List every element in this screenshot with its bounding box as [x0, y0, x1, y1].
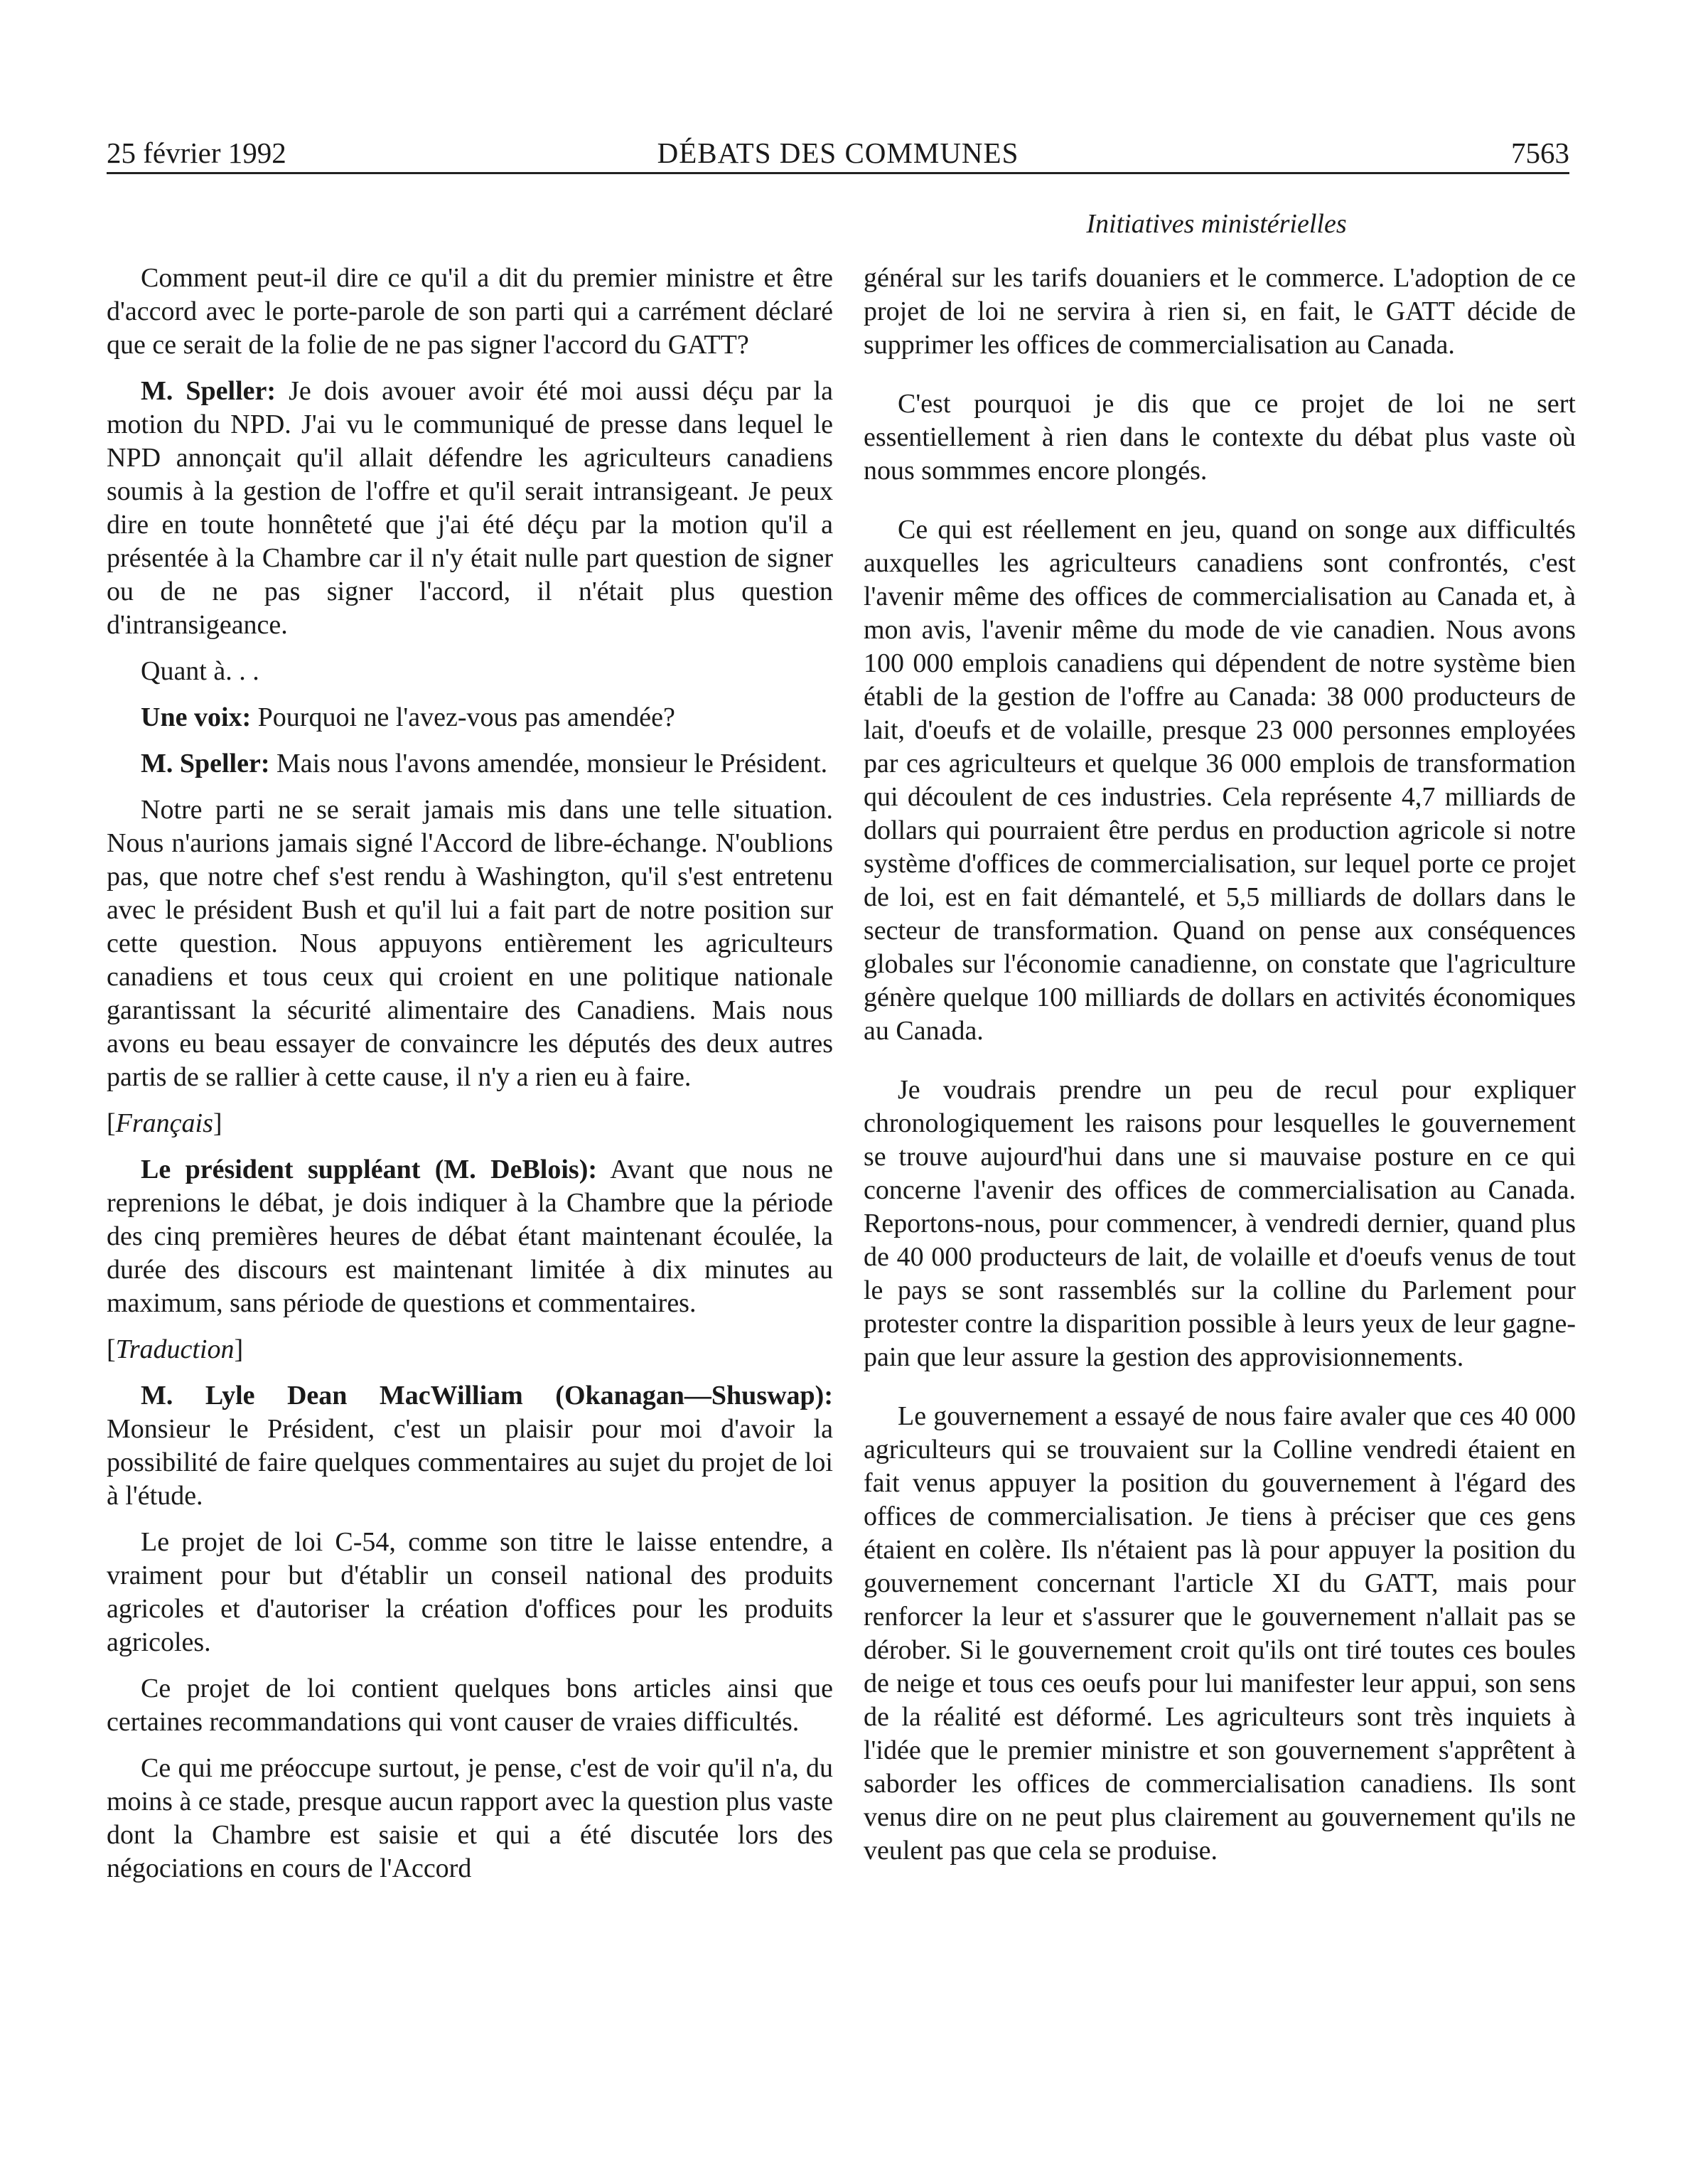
paragraph: Je voudrais prendre un peu de recul pour expliquer chronologiquement les raisons pour lesquelles le gouvernement se trouve aujourd'hui dans une si mauvaise posture en ce qui concerne l'avenir des offices de commercialisation au Canada. Reportons-nous, pour commencer, à vendredi dernier, quand plus de 40 000 producteurs de lait, de volaille et d'oeufs venus de tout le pays se sont rassemblés sur la colline du Parlement pour protester contre la disparition possible à leurs yeux de leur gagne-pain que leur assure la gestion des approvisionnements. [864, 1075, 1576, 1372]
right-column [864, 262, 1576, 1893]
paragraph: Le gouvernement a essayé de nous faire avaler que ces 40 000 agriculteurs qui se trouvaient sur la Colline vendredi étaient en fait venus appuyer la position du gouvernement à l'égard des offices de commercialisation. Je tiens à préciser que ces gens étaient en colère. Ils n'étaient pas là pour appuyer la position du gouvernement concernant l'article XI du GATT, mais pour renforcer la leur et s'assurer que le gouvernement n'allait pas se dérober. Si le gouvernement croit qu'ils ont tiré toutes ces boules de neige et tous ces oeufs pour lui manifester leur appui, son sens de la réalité est déformé. Les agriculteurs sont très inquiets à l'idée que le premier ministre et son gouvernement s'apprêtent à saborder les offices de commercialisation canadiens. Ils sont venus dire on ne peut plus clairement au gouvernement qu'ils ne veulent pas que cela se produise. [864, 1401, 1576, 1866]
speaker-name: Une voix: [141, 702, 252, 732]
paragraph [107, 1153, 833, 1320]
paragraph [107, 747, 833, 781]
paragraph [107, 701, 833, 734]
speaker-name: Le président suppléant (M. DeBlois): [141, 1155, 598, 1184]
paragraph [107, 375, 833, 642]
paragraph: Quant à. . . [141, 656, 259, 686]
language-marker: [Français] [107, 1108, 222, 1138]
left-column [107, 262, 833, 1898]
speech-text: Monsieur le Président, c'est un plaisir pour moi d'avoir la possibilité de faire quelques commentaires au sujet du projet de loi à l'étude. [107, 1414, 833, 1511]
speech-text: Je dois avouer avoir été moi aussi déçu par la motion du NPD. J'ai vu le communiqué de presse dans lequel le NPD annonçait qu'il allait défendre les agriculteurs canadiens soumis à la gestion de l'offre et qu'il serait intransigeant. Je peux dire en toute honnêteté que j'ai été déçu par la motion qu'il a présentée à la Chambre car il n'y était nulle part question de signer ou de ne pas signer l'accord, il n'était plus question d'intransigeance. [107, 376, 833, 640]
paragraph: Notre parti ne se serait jamais mis dans une telle situation. Nous n'aurions jamais signé l'Accord de libre-échange. N'oublions pas, que notre chef s'est rendu à Washington, qu'il s'est entretenu avec le président Bush et qu'il lui a fait part de notre position sur cette question. Nous appuyons entièrement les agriculteurs canadiens et tous ceux qui croient en une politique nationale garantissant la sécurité alimentaire des Canadiens. Mais nous avons eu beau essayer de convaincre les députés des deux autres partis de se rallier à cette cause, il n'y a rien eu à faire. [107, 795, 833, 1092]
header-date: 25 février 1992 [107, 136, 286, 169]
header-title: DÉBATS DES COMMUNES [657, 136, 1019, 169]
speech-text: Mais nous l'avons amendée, monsieur le Président. [269, 749, 828, 778]
page-header [107, 135, 1569, 171]
paragraph: Ce projet de loi contient quelques bons articles ainsi que certaines recommandations qui vont causer de vraies difficultés. [107, 1674, 833, 1737]
speaker-name: M. Speller: [141, 749, 270, 778]
paragraph: Comment peut-il dire ce qu'il a dit du premier ministre et être d'accord avec le porte-parole de son parti qui a carrément déclaré que ce serait de la folie de ne pas signer l'accord du GATT? [107, 263, 833, 360]
paragraph [107, 1379, 833, 1513]
speaker-name: M. Speller: [141, 376, 276, 406]
language-marker: [Traduction] [107, 1334, 244, 1364]
paragraph: Le projet de loi C-54, comme son titre le laisse entendre, a vraiment pour but d'établir un conseil national des produits agricoles et d'autoriser la création d'offices pour les produits agricoles. [107, 1527, 833, 1657]
page-number: 7563 [1511, 136, 1569, 169]
speech-text: Avant que nous ne reprenions le débat, je dois indiquer à la Chambre que la période des cinq premières heures de débat étant maintenant écoulée, la durée des discours est maintenant limitée à dix minutes au maximum, sans période de questions et commentaires. [107, 1155, 833, 1318]
speech-text: Pourquoi ne l'avez-vous pas amendée? [251, 702, 675, 732]
paragraph: C'est pourquoi je dis que ce projet de loi ne sert essentiellement à rien dans le contexte du débat plus vaste où nous sommmes encore plongés. [864, 389, 1576, 486]
paragraph: général sur les tarifs douaniers et le commerce. L'adoption de ce projet de loi ne servira à rien si, en fait, le GATT décide de supprimer les offices de commercialisation au Canada. [864, 263, 1576, 360]
header-rule [107, 172, 1569, 174]
speaker-name: M. Lyle Dean MacWilliam (Okanagan—Shuswap): [141, 1381, 833, 1410]
section-heading: Initiatives ministérielles [1086, 209, 1347, 239]
paragraph: Ce qui me préoccupe surtout, je pense, c'est de voir qu'il n'a, du moins à ce stade, presque aucun rapport avec la question plus vaste dont la Chambre est saisie et qui a été discutée lors des négociations en cours de l'Accord [107, 1753, 833, 1883]
paragraph: Ce qui est réellement en jeu, quand on songe aux difficultés auxquelles les agriculteurs canadiens sont confrontés, c'est l'avenir même des offices de commercialisation au Canada et, à mon avis, l'avenir même du mode de vie canadien. Nous avons 100 000 emplois canadiens qui dépendent de notre système bien établi de la gestion de l'offre au Canada: 38 000 producteurs de lait, d'oeufs et de volaille, presque 23 000 personnes employées par ces agriculteurs et quelque 36 000 emplois de transformation qui découlent de ces industries. Cela représente 4,7 milliards de dollars qui pourraient être perdus en production agricole si notre système d'offices de commercialisation, sur lequel porte ce projet de loi, est en fait démantelé, et 5,5 milliards de dollars dans le secteur de transformation. Quand on pense aux conséquences globales sur l'économie canadienne, on constate que l'agriculture génère quelque 100 milliards de dollars en activités économiques au Canada. [864, 515, 1576, 1046]
